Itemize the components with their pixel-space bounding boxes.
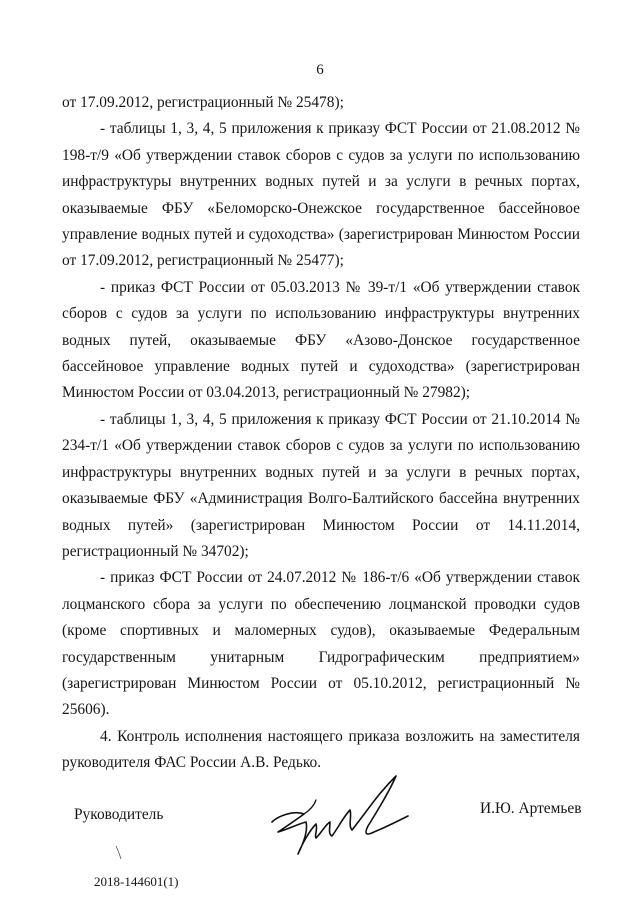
paragraph-list-item: - приказ ФСТ России от 24.07.2012 № 186-т/6 «Об утверждении ставок лоцманского сбора за услуги по обеспечению лоцманской проводки судов (кроме спортивных и маломерных судов), оказываемые Федеральным государственным унитарным Гидрографическим предприятием» (зарегистрирован Минюстом России от 05.10.2012, регистрационный № 25606).	[62, 569, 580, 719]
signer-position-label: Руководитель	[74, 806, 164, 823]
paragraph-continuation: от 17.09.2012, регистрационный № 25478);	[62, 94, 344, 111]
paragraph-list-item: - таблицы 1, 3, 4, 5 приложения к приказу ФСТ России от 21.10.2014 № 234-т/1 «Об утверждении ставок сборов с судов за услуги по использованию инфраструктуры внутренних водных путей и за услуги в речных портах, оказываемые ФБУ «Администрация Волго-Балтийского бассейна внутренних водных путей» (зарегистрирован Минюстом России от 14.11.2014, регистрационный № 34702);	[62, 410, 580, 560]
paragraph-list-item: - таблицы 1, 3, 4, 5 приложения к приказу ФСТ России от 21.08.2012 № 198-т/9 «Об утверждении ставок сборов с судов за услуги по использованию инфраструктуры внутренних водных путей и за услуги в речных портах, оказываемые ФБУ «Беломорско-Онежское государственное бассейновое управление водных путей и судоходства» (зарегистрирован Минюстом России от 17.09.2012, регистрационный № 25477);	[62, 120, 580, 270]
paragraph-clause-4: 4. Контроль исполнения настоящего приказа возложить на заместителя руководителя ФАС России А.В. Редько.	[62, 727, 580, 772]
paragraph-list-item: - приказ ФСТ России от 05.03.2013 № 39-т/1 «Об утверждении ставок сборов с судов за услуги по использованию инфраструктуры внутренних водных путей, оказываемые ФБУ «Азово-Донское государственное бассейновое управление водных путей и судоходства» (зарегистрирован Минюстом России от 03.04.2013, регистрационный № 27982);	[62, 278, 580, 402]
stray-pen-mark	[114, 845, 124, 863]
page-number: 6	[316, 62, 324, 78]
document-body	[62, 90, 580, 777]
handwritten-signature	[264, 770, 414, 870]
signer-name: И.Ю. Артемьев	[480, 800, 582, 817]
document-id: 2018-144601(1)	[94, 874, 179, 889]
